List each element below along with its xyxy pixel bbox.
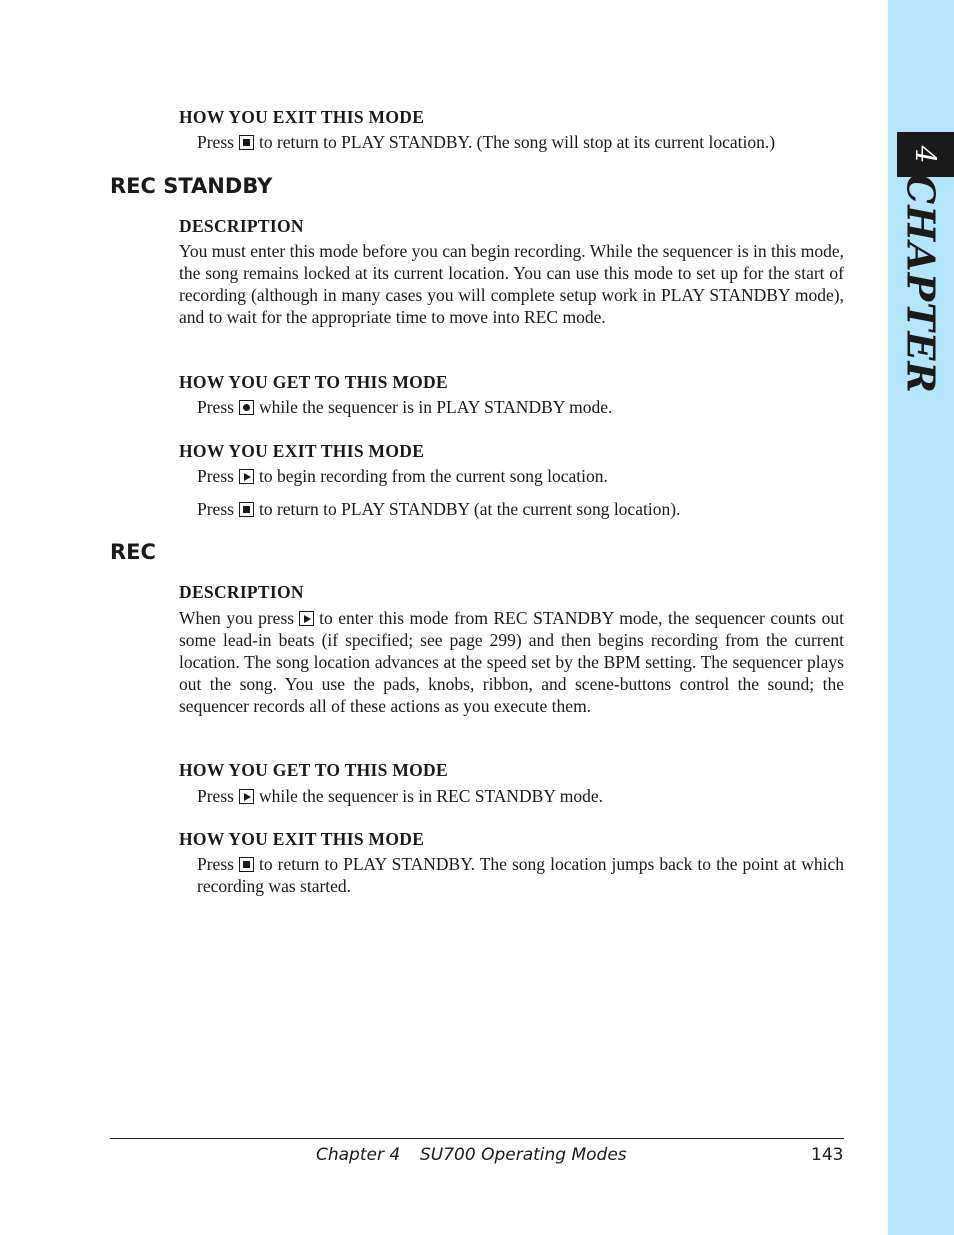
footer-rule [110,1138,844,1139]
section-title-rec-standby: REC STANDBY [110,174,273,198]
instruction-text: while the sequencer is in PLAY STANDBY mode. [258,397,613,417]
rec-exit-heading: HOW YOU EXIT THIS MODE [179,829,425,849]
press-text: Press [197,397,234,417]
rec-get-heading: HOW YOU GET TO THIS MODE [179,760,448,780]
stop-icon[interactable] [239,857,254,872]
press-text: Press [197,786,234,806]
rec-standby-description-heading: DESCRIPTION [179,216,304,236]
rec-exit-line [197,853,844,897]
rec-standby-get-line [197,397,612,418]
play-icon[interactable] [239,469,254,484]
rec-get-line [197,786,603,807]
page-number: 143 [811,1145,844,1165]
chapter-number: 4 [909,145,942,164]
instruction-text: to begin recording from the current song location. [258,466,608,486]
top-exit-line [197,132,775,153]
press-text: Press [197,499,234,519]
rec-standby-get-heading: HOW YOU GET TO THIS MODE [179,372,448,392]
description-text: to enter this mode from REC STANDBY mode, the sequencer counts out some lead-in beats (if specified; see page 299) and then begins recording from the current location. The song location advances at the speed set by the BPM setting. The sequencer plays out the song. You use the pads, knobs, ribbon, and scene-buttons control the sound; the sequencer records all of these actions as you execute them. [179,608,844,716]
instruction-text: to return to PLAY STANDBY (at the current song location). [258,499,681,519]
press-text: Press [197,854,234,874]
record-icon[interactable] [239,400,254,415]
instruction-text: while the sequencer is in REC STANDBY mode. [258,786,603,806]
chapter-word: CHAPTER [898,173,944,395]
stop-icon[interactable] [239,135,254,150]
rec-standby-exit-line-1 [197,466,608,487]
instruction-text: to return to PLAY STANDBY. (The song will stop at its current location.) [258,132,776,152]
footer-title: SU700 Operating Modes [420,1145,627,1165]
chapter-number-box [897,132,954,177]
top-exit-heading: HOW YOU EXIT THIS MODE [179,107,425,127]
rec-standby-description: You must enter this mode before you can begin recording. While the sequencer is in this mode, the song remains locked at its current location. You can use this mode to set up for the start of recording (although in many cases you will complete setup work in PLAY STANDBY mode), and to wait for the appropriate time to move into REC mode. [179,241,844,327]
instruction-text: to return to PLAY STANDBY. The song location jumps back to the point at which recording was started. [197,854,844,896]
rec-standby-exit-line-2 [197,499,680,520]
play-icon[interactable] [239,789,254,804]
play-icon[interactable] [299,611,314,626]
section-title-rec: REC [110,540,156,564]
press-text: Press [197,466,234,486]
description-text: When you press [179,608,295,628]
rec-standby-exit-heading: HOW YOU EXIT THIS MODE [179,441,425,461]
press-text: Press [197,132,234,152]
footer-chapter: Chapter 4 [316,1145,401,1165]
rec-description [179,607,844,717]
rec-description-heading: DESCRIPTION [179,582,304,602]
stop-icon[interactable] [239,502,254,517]
